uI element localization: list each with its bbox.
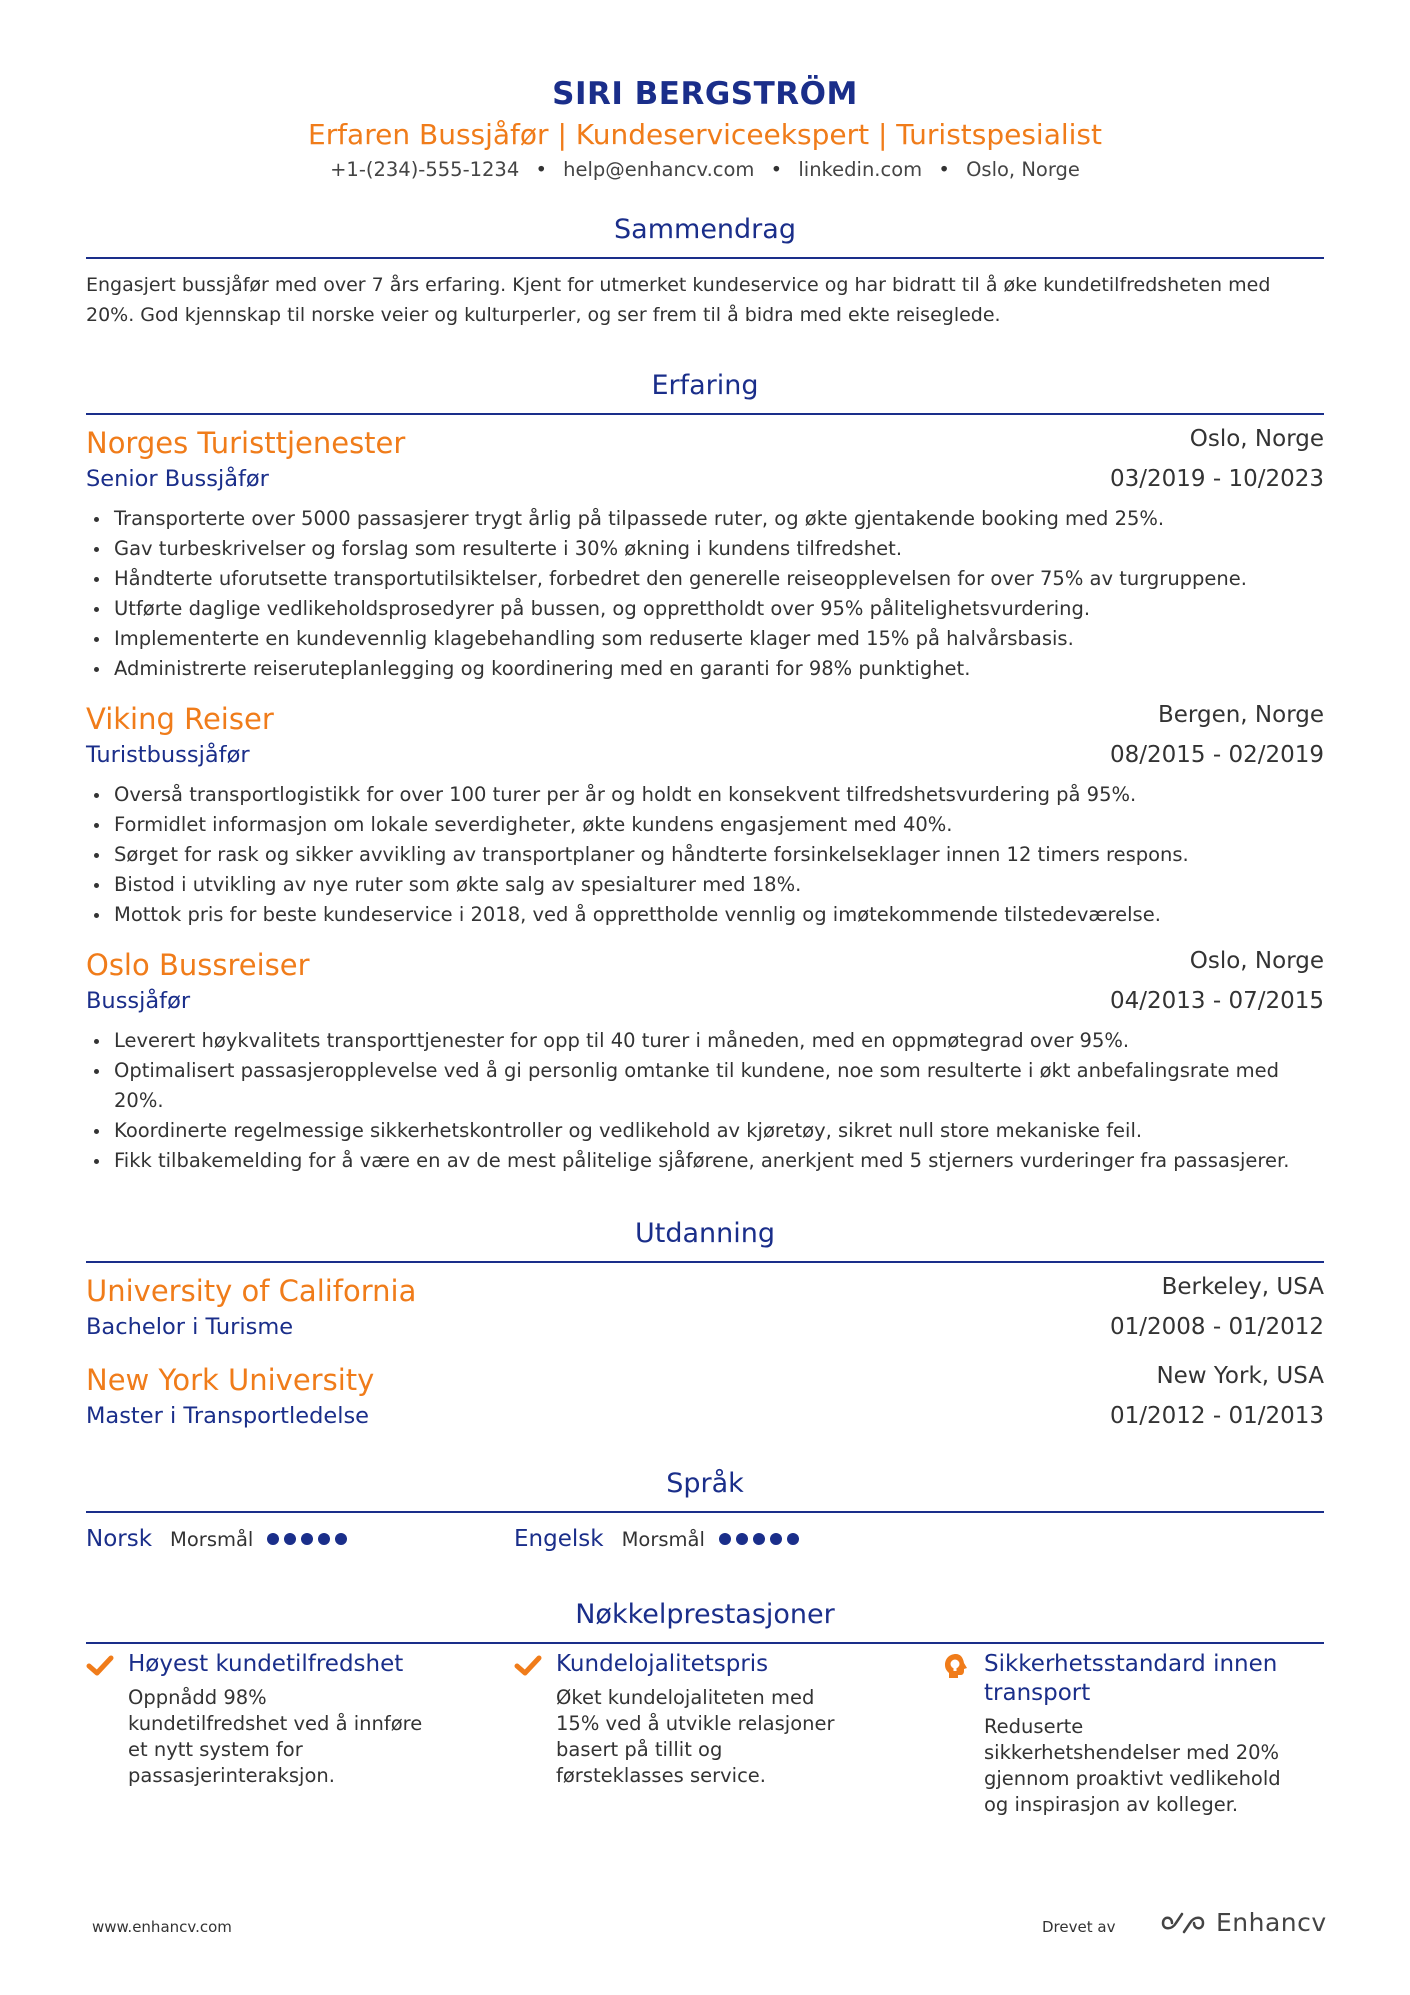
section-title-education: Utdanning	[634, 1218, 775, 1249]
section-divider	[86, 413, 1324, 415]
language-level: Morsmål	[621, 1528, 705, 1551]
section-title-languages: Språk	[666, 1468, 744, 1499]
rating-dot	[301, 1533, 313, 1545]
language-rating	[719, 1533, 799, 1545]
job-bullet: Administrerte reiseruteplanlegging og koordinering med en garanti for 98% punktighet.	[86, 654, 1324, 684]
job-location: Oslo, Norge	[1189, 426, 1324, 452]
candidate-tagline: Erfaren Bussjåfør | Kundeserviceekspert | Turistspesialist	[308, 118, 1102, 151]
job-bullets	[86, 780, 1324, 930]
language-name: Engelsk	[514, 1526, 604, 1552]
achievement-item	[942, 1650, 1322, 1818]
rating-dot	[284, 1533, 296, 1545]
job-bullet: Koordinerte regelmessige sikkerhetskontroller og vedlikehold av kjøretøy, sikret null store mekaniske feil.	[86, 1116, 1324, 1146]
achievement-title: Sikkerhetsstandard innen transport	[984, 1651, 1278, 1706]
job-bullets	[86, 504, 1324, 684]
achievement-title: Høyest kundetilfredshet	[128, 1651, 404, 1677]
education-school: University of California	[86, 1274, 417, 1308]
achievement-title: Kundelojalitetspris	[556, 1651, 769, 1677]
education-dates: 01/2012 - 01/2013	[1109, 1403, 1324, 1429]
section-title-achievements: Nøkkelprestasjoner	[575, 1599, 835, 1630]
education-degree: Bachelor i Turisme	[86, 1314, 294, 1340]
contact-separator: •	[938, 158, 950, 181]
footer-website[interactable]: www.enhancv.com	[92, 1918, 232, 1936]
job-role: Senior Bussjåfør	[86, 466, 269, 492]
language-item	[86, 1526, 347, 1552]
job-bullet: Bistod i utvikling av nye ruter som økte salg av spesialturer med 18%.	[86, 870, 1324, 900]
section-divider	[86, 1642, 1324, 1644]
contact-line	[86, 158, 1324, 181]
contact-separator: •	[770, 158, 783, 181]
job-location: Bergen, Norge	[1157, 702, 1324, 728]
job-dates: 04/2013 - 07/2015	[1109, 988, 1324, 1014]
rating-dot	[736, 1533, 748, 1545]
education-location: New York, USA	[1156, 1363, 1324, 1389]
job-dates: 08/2015 - 02/2019	[1109, 742, 1324, 768]
achievement-item	[86, 1650, 466, 1789]
job-entry	[86, 948, 1324, 1176]
section-divider	[86, 257, 1324, 259]
achievement-description: Reduserte sikkerhetshendelser med 20% gjennom proaktivt vedlikehold og inspirasjon av kolleger.	[984, 1715, 1281, 1816]
education-entry	[86, 1363, 1324, 1441]
rating-dot	[770, 1533, 782, 1545]
education-school: New York University	[86, 1363, 375, 1397]
footer-brand: Enhancv	[1216, 1908, 1327, 1937]
education-degree: Master i Transportledelse	[86, 1403, 370, 1429]
job-company: Norges Turisttjenester	[86, 426, 406, 460]
head-lightbulb-icon	[942, 1652, 970, 1680]
contact-linkedin[interactable]: linkedin.com	[798, 158, 923, 181]
job-dates: 03/2019 - 10/2023	[1109, 466, 1324, 492]
job-company: Oslo Bussreiser	[86, 948, 310, 982]
achievement-description: Øket kundelojaliteten med 15% ved å utvikle relasjoner basert på tillit og førsteklasses service.	[556, 1686, 835, 1787]
section-divider	[86, 1511, 1324, 1513]
education-location: Berkeley, USA	[1161, 1274, 1324, 1300]
language-rating	[267, 1533, 347, 1545]
checkmark-icon	[86, 1652, 114, 1680]
language-name: Norsk	[86, 1526, 153, 1552]
rating-dot	[753, 1533, 765, 1545]
job-bullet: Implementerte en kundevennlig klagebehandling som reduserte klager med 15% på halvårsbasis.	[86, 624, 1324, 654]
job-bullet: Formidlet informasjon om lokale severdigheter, økte kundens engasjement med 40%.	[86, 810, 1324, 840]
education-dates: 01/2008 - 01/2012	[1109, 1314, 1324, 1340]
contact-email[interactable]: help@enhancv.com	[563, 158, 755, 181]
language-level: Morsmål	[170, 1528, 254, 1551]
job-bullet: Sørget for rask og sikker avvikling av transportplaner og håndterte forsinkelseklager innen 12 timers respons.	[86, 840, 1324, 870]
job-role: Turistbussjåfør	[86, 742, 250, 768]
enhancv-logo[interactable]	[1160, 1908, 1327, 1937]
rating-dot	[787, 1533, 799, 1545]
education-entry	[86, 1274, 1324, 1352]
job-company: Viking Reiser	[86, 702, 274, 736]
job-bullet: Håndterte uforutsette transportutilsiktelser, forbedret den generelle reiseopplevelsen for over 75% av turgruppene.	[86, 564, 1324, 594]
job-location: Oslo, Norge	[1189, 948, 1324, 974]
summary-text: Engasjert bussjåfør med over 7 års erfaring. Kjent for utmerket kundeservice og har bidratt til å øke kundetilfredsheten med 20%. God kjennskap til norske veier og kulturperler, og ser frem til å bidra med ekte reiseglede.	[86, 274, 1271, 326]
job-entry	[86, 702, 1324, 930]
job-bullet: Gav turbeskrivelser og forslag som resulterte i 30% økning i kundens tilfredshet.	[86, 534, 1324, 564]
job-bullet: Leverert høykvalitets transporttjenester for opp til 40 turer i måneden, med en oppmøtegrad over 95%.	[86, 1026, 1324, 1056]
section-divider	[86, 1261, 1324, 1263]
job-entry	[86, 426, 1324, 684]
section-title-experience: Erfaring	[651, 370, 759, 401]
language-item	[514, 1526, 799, 1552]
achievement-item	[514, 1650, 894, 1789]
rating-dot	[335, 1533, 347, 1545]
job-bullet: Utførte daglige vedlikeholdsprosedyrer på bussen, og opprettholdt over 95% pålitelighetsvurdering.	[86, 594, 1324, 624]
contact-separator: •	[535, 158, 547, 181]
rating-dot	[719, 1533, 731, 1545]
rating-dot	[318, 1533, 330, 1545]
job-bullets	[86, 1026, 1324, 1176]
rating-dot	[267, 1533, 279, 1545]
checkmark-icon	[514, 1652, 542, 1680]
job-role: Bussjåfør	[86, 988, 191, 1014]
contact-phone: +1-(234)-555-1234	[330, 158, 520, 181]
job-bullet: Optimalisert passasjeropplevelse ved å gi personlig omtanke til kundene, noe som resulterte i økt anbefalingsrate med 20%.	[86, 1056, 1324, 1116]
job-bullet: Overså transportlogistikk for over 100 turer per år og holdt en konsekvent tilfredshetsvurdering på 95%.	[86, 780, 1324, 810]
infinity-logo-icon	[1160, 1911, 1206, 1935]
footer-powered-by: Drevet av	[1042, 1918, 1116, 1936]
achievement-description: Oppnådd 98% kundetilfredshet ved å innføre et nytt system for passasjerinteraksjon.	[128, 1686, 423, 1787]
candidate-name: SIRI BERGSTRÖM	[552, 76, 858, 112]
job-bullet: Fikk tilbakemelding for å være en av de mest pålitelige sjåførene, anerkjent med 5 stjerners vurderinger fra passasjerer.	[86, 1146, 1324, 1176]
section-title-summary: Sammendrag	[614, 214, 796, 245]
languages-row	[86, 1526, 1324, 1558]
job-bullet: Mottok pris for beste kundeservice i 2018, ved å opprettholde vennlig og imøtekommende tilstedeværelse.	[86, 900, 1324, 930]
job-bullet: Transporterte over 5000 passasjerer trygt årlig på tilpassede ruter, og økte gjentakende booking med 25%.	[86, 504, 1324, 534]
contact-location: Oslo, Norge	[966, 158, 1080, 181]
